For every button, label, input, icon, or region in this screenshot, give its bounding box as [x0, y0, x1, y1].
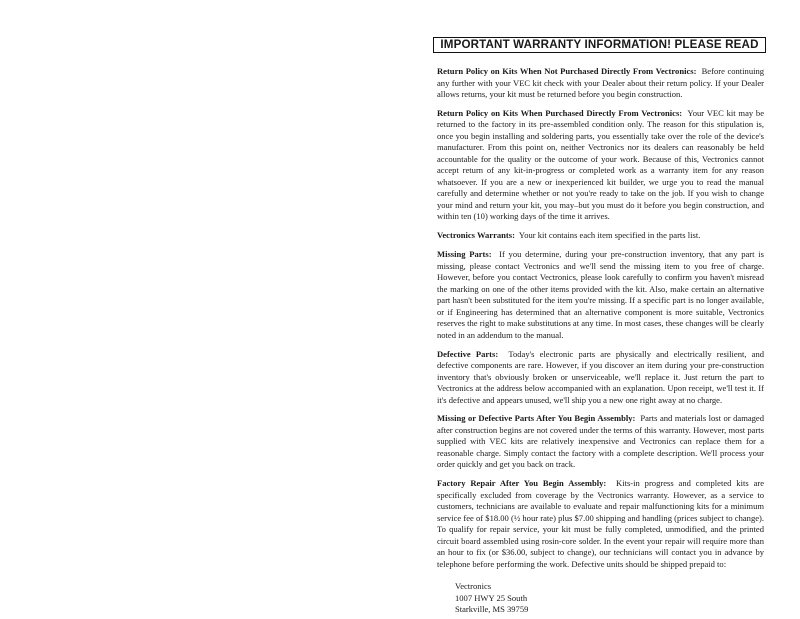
warranty-text [437, 66, 764, 616]
section-heading: Missing Parts: [437, 249, 492, 260]
section-body: If you determine, during your pre-construction inventory, that any part is missing, please contact Vectronics and we'll send the missing item to you free of charge. However, before you contact Vectronics, please look carefully to confirm you haven't misread the marking on one of the other items provided with the kit. Also, make certain an alternative part hasn't been substituted for the item you're missing. If a specific part is no longer available, or if Engineering has determined that an alternative component is more suitable, Vectronics reserves the right to make substitutions at any time. In most cases, these changes will be clearly noted in an addendum to the manual. [437, 249, 764, 340]
address-city: Starkville, MS 39759 [455, 604, 529, 615]
section-factory-repair [437, 478, 764, 570]
section-heading: Vectronics Warrants: [437, 230, 515, 241]
shipping-address [455, 581, 764, 616]
section-return-policy-direct [437, 108, 764, 223]
address-name: Vectronics [455, 581, 492, 592]
section-defective-parts [437, 349, 764, 407]
section-missing-defective-after-assembly [437, 413, 764, 471]
section-heading: Factory Repair After You Begin Assembly: [437, 478, 607, 489]
section-body: Your VEC kit may be returned to the factory in its pre-assembled condition only. The reason for this stipulation is, once you begin installing and soldering parts, you essentially take over the role of the device's manufacturer. From this point on, neither Vectronics nor its dealers can reasonably be held accountable for the quality or the outcome of your work. Because of this, Vectronics cannot accept return of any kit-in-progress or completed work as a warranty item for any reason whatsoever. If you are a new or inexperienced kit builder, we urge you to read the manual carefully and determine whether or not you're ready to take on the job. If you wish to change your mind and return your kit, you may–but you must do it before you begin construction, and within ten (10) working days of the time it arrives. [437, 107, 764, 222]
address-street: 1007 HWY 25 South [455, 592, 528, 603]
section-return-policy-not-direct [437, 66, 764, 101]
section-body: Your kit contains each item specified in the parts list. [518, 230, 701, 241]
section-body: Today's electronic parts are physically and electrically resilient, and defective components are rare. However, if you discover an item during your pre-construction inventory that's obviously broken or unserviceable, we'll replace it. Just return the part to Vectronics at the address below accompanied with an explanation. Upon receipt, we'll test it. If it's defective and appears unused, we'll ship you a new one right away at no charge. [437, 348, 764, 405]
section-missing-parts [437, 249, 764, 341]
section-heading: Return Policy on Kits When Purchased Directly From Vectronics: [437, 107, 683, 118]
section-body: Before continuing any further with your VEC kit check with your Dealer about their return policy. If your Dealer allows returns, your kit must be returned before you begin construction. [437, 66, 765, 99]
section-body: Kits-in progress and completed kits are specifically excluded from coverage by the Vectronics warranty. However, as a service to customers, technicians are available to evaluate and repair malfunctioning kits for a minimum service fee of $18.00 (½ hour rate) plus $7.00 shipping and handling (prices subject to change). To qualify for repair service, your kit must be fully completed, unmodified, and the printed circuit board assembled using rosin-core solder. In the event your repair will require more than an hour to fix (or $36.00, subject to change), our technicians will contact you in advance by telephone before performing the work. Defective units should be shipped prepaid to: [437, 478, 764, 569]
section-vectronics-warrants [437, 230, 764, 242]
section-body: Parts and materials lost or damaged after construction begins are not covered under the terms of this warranty. However, most parts supplied with VEC kits are relatively inexpensive and Vectronics can replace them for a reasonable charge. Simply contact the factory with a complete description. We'll process your order quickly and get you back on track. [437, 413, 764, 470]
section-heading: Defective Parts: [437, 348, 499, 359]
page-title: IMPORTANT WARRANTY INFORMATION! PLEASE READ [433, 37, 766, 53]
section-heading: Missing or Defective Parts After You Begin Assembly: [437, 413, 636, 424]
section-heading: Return Policy on Kits When Not Purchased Directly From Vectronics: [437, 66, 697, 76]
